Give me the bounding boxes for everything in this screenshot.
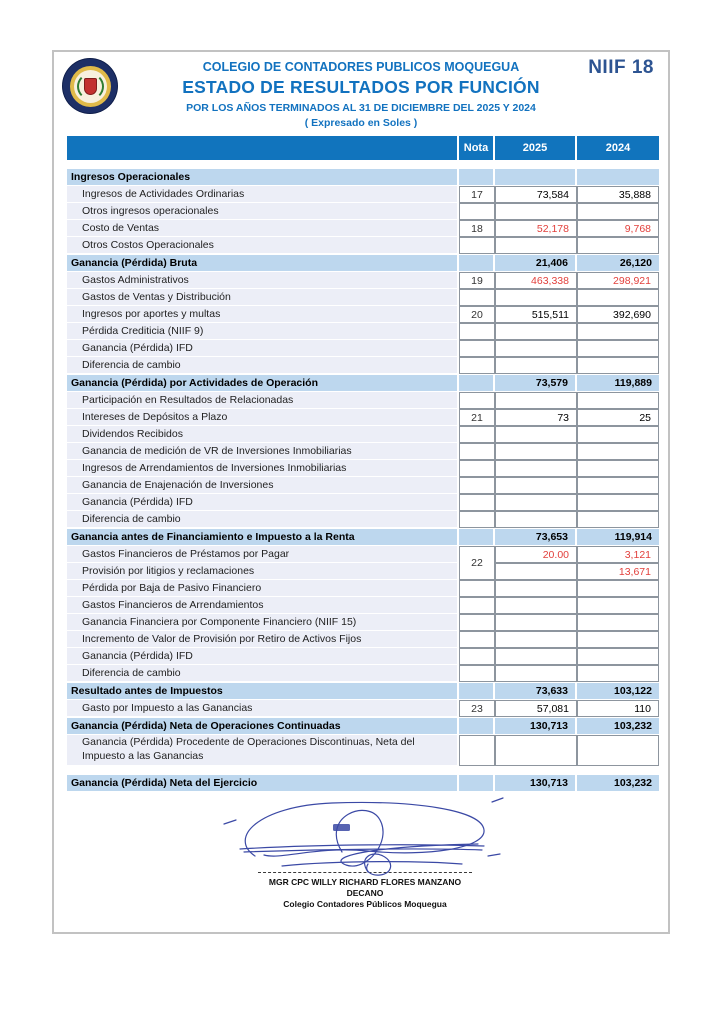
value-2025 bbox=[495, 340, 577, 357]
value-2025: 21,406 bbox=[495, 254, 577, 272]
value-2024: 119,889 bbox=[577, 374, 659, 392]
table-row bbox=[67, 272, 659, 289]
table-row bbox=[67, 237, 659, 254]
value-2025 bbox=[495, 426, 577, 443]
spacer-row bbox=[67, 160, 659, 168]
row-label: Ingresos de Arrendamientos de Inversiones Inmobiliarias bbox=[67, 460, 459, 477]
nota-cell: 21 bbox=[459, 409, 495, 426]
row-label: Participación en Resultados de Relacionadas bbox=[67, 392, 459, 409]
table-row bbox=[67, 700, 659, 717]
nota-cell bbox=[459, 323, 495, 340]
value-2024 bbox=[577, 580, 659, 597]
spacer-row bbox=[67, 766, 659, 774]
value-2025: 52,178 bbox=[495, 220, 577, 237]
table-row bbox=[67, 735, 659, 766]
table-row bbox=[67, 168, 659, 186]
nota-cell bbox=[459, 631, 495, 648]
table-row bbox=[67, 774, 659, 792]
row-label: Ganancia (Pérdida) IFD bbox=[67, 494, 459, 511]
value-2024: 392,690 bbox=[577, 306, 659, 323]
nota-cell: 18 bbox=[459, 220, 495, 237]
value-2025 bbox=[495, 323, 577, 340]
table-row bbox=[67, 546, 659, 563]
row-label: Diferencia de cambio bbox=[67, 665, 459, 682]
table-row bbox=[67, 443, 659, 460]
value-2025 bbox=[495, 631, 577, 648]
org-seal-logo bbox=[63, 59, 117, 113]
column-header-2025: 2025 bbox=[495, 136, 577, 160]
value-2025 bbox=[495, 477, 577, 494]
value-2025 bbox=[495, 597, 577, 614]
value-2024 bbox=[577, 323, 659, 340]
value-2024: 103,122 bbox=[577, 682, 659, 700]
row-label: Ganancia de medición de VR de Inversiones Inmobiliarias bbox=[67, 443, 459, 460]
nota-cell bbox=[459, 774, 495, 792]
row-label: Ingresos de Actividades Ordinarias bbox=[67, 186, 459, 203]
document-page bbox=[52, 50, 670, 934]
nota-cell: 20 bbox=[459, 306, 495, 323]
nota-cell: 17 bbox=[459, 186, 495, 203]
nota-cell bbox=[459, 254, 495, 272]
nota-cell bbox=[459, 168, 495, 186]
table-row bbox=[67, 426, 659, 443]
table-row bbox=[67, 289, 659, 306]
column-header-label bbox=[67, 136, 459, 160]
nota-cell bbox=[459, 426, 495, 443]
table-row bbox=[67, 186, 659, 203]
row-label: Ganancia (Pérdida) por Actividades de Operación bbox=[67, 374, 459, 392]
value-2025 bbox=[495, 563, 577, 580]
value-2024: 103,232 bbox=[577, 774, 659, 792]
nota-cell bbox=[459, 357, 495, 374]
table-row bbox=[67, 580, 659, 597]
value-2025: 130,713 bbox=[495, 717, 577, 735]
value-2024 bbox=[577, 237, 659, 254]
table-row bbox=[67, 357, 659, 374]
value-2024 bbox=[577, 460, 659, 477]
row-label: Gastos de Ventas y Distribución bbox=[67, 289, 459, 306]
handwritten-signature bbox=[220, 794, 510, 878]
nota-cell bbox=[459, 717, 495, 735]
value-2025 bbox=[495, 357, 577, 374]
row-label: Ganancia Financiera por Componente Financiero (NIIF 15) bbox=[67, 614, 459, 631]
row-label: Pérdida Crediticia (NIIF 9) bbox=[67, 323, 459, 340]
seal-gold-ring bbox=[70, 66, 111, 107]
table-row bbox=[67, 511, 659, 528]
value-2025: 73,653 bbox=[495, 528, 577, 546]
value-2024 bbox=[577, 597, 659, 614]
table-row bbox=[67, 563, 659, 580]
table-row bbox=[67, 597, 659, 614]
value-2025 bbox=[495, 203, 577, 220]
row-label: Gastos Financieros de Préstamos por Pagar bbox=[67, 546, 459, 563]
table-row bbox=[67, 220, 659, 237]
value-2025: 73,633 bbox=[495, 682, 577, 700]
nota-cell bbox=[459, 460, 495, 477]
row-label: Ganancia (Pérdida) Bruta bbox=[67, 254, 459, 272]
value-2024 bbox=[577, 511, 659, 528]
table-row bbox=[67, 717, 659, 735]
table-row bbox=[67, 340, 659, 357]
value-2024 bbox=[577, 443, 659, 460]
nota-cell bbox=[459, 443, 495, 460]
signatory-role: DECANO bbox=[346, 888, 384, 898]
value-2024: 9,768 bbox=[577, 220, 659, 237]
value-2024: 119,914 bbox=[577, 528, 659, 546]
row-label: Ganancia (Pérdida) Neta del Ejercicio bbox=[67, 774, 459, 792]
row-label: Ganancia de Enajenación de Inversiones bbox=[67, 477, 459, 494]
row-label: Diferencia de cambio bbox=[67, 357, 459, 374]
nota-cell bbox=[459, 392, 495, 409]
value-2024 bbox=[577, 168, 659, 186]
table-row bbox=[67, 631, 659, 648]
value-2024 bbox=[577, 357, 659, 374]
value-2025: 73,584 bbox=[495, 186, 577, 203]
nota-cell: 22 bbox=[459, 546, 495, 580]
table-row bbox=[67, 254, 659, 272]
row-label: Resultado antes de Impuestos bbox=[67, 682, 459, 700]
seal-laurel-wreath bbox=[77, 73, 104, 100]
table-row bbox=[67, 460, 659, 477]
nota-cell bbox=[459, 289, 495, 306]
income-statement-table bbox=[67, 136, 659, 792]
nota-cell bbox=[459, 682, 495, 700]
value-2025 bbox=[495, 735, 577, 766]
row-label: Ingresos Operacionales bbox=[67, 168, 459, 186]
value-2025 bbox=[495, 511, 577, 528]
column-header-2024: 2024 bbox=[577, 136, 659, 160]
value-2024 bbox=[577, 735, 659, 766]
nota-cell bbox=[459, 597, 495, 614]
value-2025 bbox=[495, 168, 577, 186]
value-2025: 73,579 bbox=[495, 374, 577, 392]
row-label: Costo de Ventas bbox=[67, 220, 459, 237]
row-label: Ganancia (Pérdida) Neta de Operaciones Continuadas bbox=[67, 717, 459, 735]
value-2025: 57,081 bbox=[495, 700, 577, 717]
nota-cell bbox=[459, 580, 495, 597]
niif-standard-label: NIIF 18 bbox=[588, 57, 654, 78]
row-label: Ganancia (Pérdida) IFD bbox=[67, 340, 459, 357]
value-2024 bbox=[577, 648, 659, 665]
value-2025 bbox=[495, 580, 577, 597]
row-label: Incremento de Valor de Provisión por Retiro de Activos Fijos bbox=[67, 631, 459, 648]
table-row bbox=[67, 477, 659, 494]
table-row bbox=[67, 614, 659, 631]
value-2024 bbox=[577, 614, 659, 631]
table-row bbox=[67, 392, 659, 409]
document-header bbox=[54, 52, 668, 129]
value-2024: 110 bbox=[577, 700, 659, 717]
nota-cell bbox=[459, 494, 495, 511]
signatory-name: MGR CPC WILLY RICHARD FLORES MANZANO bbox=[268, 877, 462, 887]
row-label: Gastos Financieros de Arrendamientos bbox=[67, 597, 459, 614]
nota-cell bbox=[459, 665, 495, 682]
value-2025: 463,338 bbox=[495, 272, 577, 289]
table-row bbox=[67, 665, 659, 682]
value-2024: 103,232 bbox=[577, 717, 659, 735]
nota-cell bbox=[459, 374, 495, 392]
value-2025: 73 bbox=[495, 409, 577, 426]
value-2025: 515,511 bbox=[495, 306, 577, 323]
row-label: Ingresos por aportes y multas bbox=[67, 306, 459, 323]
nota-cell bbox=[459, 511, 495, 528]
value-2024 bbox=[577, 631, 659, 648]
row-label: Gasto por Impuesto a las Ganancias bbox=[67, 700, 459, 717]
organization-name: COLEGIO DE CONTADORES PUBLICOS MOQUEGUA bbox=[202, 60, 520, 74]
value-2024 bbox=[577, 289, 659, 306]
period-subtitle: POR LOS AÑOS TERMINADOS AL 31 DE DICIEMBRE DEL 2025 Y 2024 bbox=[186, 102, 536, 114]
value-2025 bbox=[495, 494, 577, 511]
row-label: Pérdida por Baja de Pasivo Financiero bbox=[67, 580, 459, 597]
signature-block bbox=[200, 794, 530, 910]
nota-cell bbox=[459, 477, 495, 494]
table-row bbox=[67, 648, 659, 665]
seal-inner bbox=[74, 70, 107, 103]
table-row bbox=[67, 494, 659, 511]
table-row bbox=[67, 409, 659, 426]
value-2024 bbox=[577, 340, 659, 357]
value-2025 bbox=[495, 392, 577, 409]
value-2024 bbox=[577, 477, 659, 494]
nota-cell bbox=[459, 614, 495, 631]
table-row bbox=[67, 374, 659, 392]
row-label: Diferencia de cambio bbox=[67, 511, 459, 528]
value-2024: 25 bbox=[577, 409, 659, 426]
nota-cell: 19 bbox=[459, 272, 495, 289]
signature-separator-line bbox=[258, 872, 472, 873]
row-label: Ganancia (Pérdida) Procedente de Operaciones Discontinuas, Neta del Impuesto a las Ganancias bbox=[67, 735, 459, 766]
value-2024 bbox=[577, 392, 659, 409]
row-label: Ganancia (Pérdida) IFD bbox=[67, 648, 459, 665]
currency-note: ( Expresado en Soles ) bbox=[304, 117, 418, 129]
nota-cell bbox=[459, 648, 495, 665]
row-label: Dividendos Recibidos bbox=[67, 426, 459, 443]
table-row bbox=[67, 528, 659, 546]
nota-cell bbox=[459, 340, 495, 357]
value-2024: 35,888 bbox=[577, 186, 659, 203]
table-row bbox=[67, 682, 659, 700]
nota-cell: 23 bbox=[459, 700, 495, 717]
value-2024: 26,120 bbox=[577, 254, 659, 272]
row-label: Otros ingresos operacionales bbox=[67, 203, 459, 220]
value-2025 bbox=[495, 648, 577, 665]
row-label: Otros Costos Operacionales bbox=[67, 237, 459, 254]
value-2025 bbox=[495, 460, 577, 477]
nota-cell bbox=[459, 528, 495, 546]
value-2025 bbox=[495, 614, 577, 631]
value-2025 bbox=[495, 443, 577, 460]
column-header-nota: Nota bbox=[459, 136, 495, 160]
value-2025 bbox=[495, 665, 577, 682]
value-2024: 298,921 bbox=[577, 272, 659, 289]
value-2025 bbox=[495, 289, 577, 306]
table-row bbox=[67, 203, 659, 220]
value-2024 bbox=[577, 426, 659, 443]
document-title: ESTADO DE RESULTADOS POR FUNCIÓN bbox=[182, 77, 540, 97]
row-label: Ganancia antes de Financiamiento e Impuesto a la Renta bbox=[67, 528, 459, 546]
value-2024 bbox=[577, 494, 659, 511]
signatory-organization: Colegio Contadores Públicos Moquegua bbox=[283, 899, 447, 909]
table-row bbox=[67, 323, 659, 340]
row-label: Intereses de Depósitos a Plazo bbox=[67, 409, 459, 426]
value-2024: 3,121 bbox=[577, 546, 659, 563]
table-row bbox=[67, 306, 659, 323]
row-label: Provisión por litigios y reclamaciones bbox=[67, 563, 459, 580]
nota-cell bbox=[459, 203, 495, 220]
nota-cell bbox=[459, 237, 495, 254]
value-2024: 13,671 bbox=[577, 563, 659, 580]
value-2025: 20.00 bbox=[495, 546, 577, 563]
table-header-row bbox=[67, 136, 659, 160]
value-2025: 130,713 bbox=[495, 774, 577, 792]
value-2025 bbox=[495, 237, 577, 254]
value-2024 bbox=[577, 203, 659, 220]
nota-cell bbox=[459, 735, 495, 766]
row-label: Gastos Administrativos bbox=[67, 272, 459, 289]
value-2024 bbox=[577, 665, 659, 682]
